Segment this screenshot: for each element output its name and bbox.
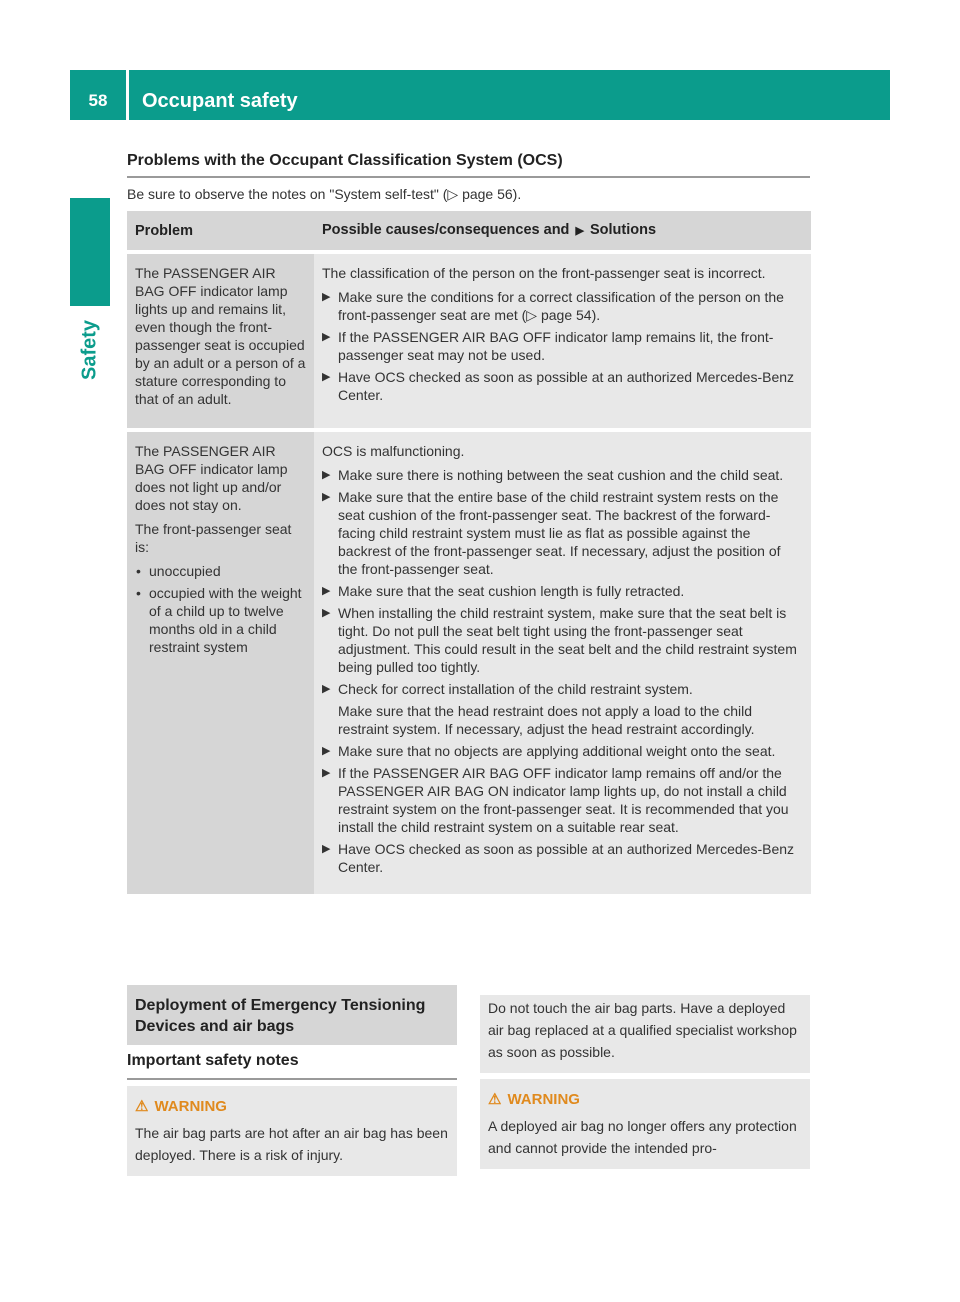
play-triangle-icon: ▶ — [322, 745, 331, 757]
solution-cell — [314, 254, 811, 428]
step-item — [322, 742, 803, 760]
play-triangle-icon: ▶ — [322, 585, 331, 597]
cause-text: OCS is malfunctioning. — [322, 443, 465, 459]
step-item — [322, 328, 803, 364]
step-item — [322, 466, 803, 484]
play-triangle-icon: ▶ — [322, 683, 331, 695]
warning-box — [127, 1086, 457, 1176]
play-triangle-icon: ▶ — [322, 767, 331, 779]
important-safety-notes-heading: Important safety notes — [127, 1052, 457, 1080]
warning-header — [488, 1089, 802, 1111]
warning-label: WARNING — [507, 1091, 580, 1108]
note-text: Do not touch the air bag parts. Have a deployed air bag replaced at a qualified specialist workshop as soon as possible. — [488, 1000, 797, 1060]
warning-box — [480, 1079, 810, 1169]
play-triangle-icon: ▶ — [322, 491, 331, 503]
table-row — [127, 254, 811, 428]
play-triangle-icon: ▶ — [322, 331, 331, 343]
play-triangle-icon: ▶ — [575, 225, 584, 237]
step-item — [322, 488, 803, 578]
step-list — [322, 288, 803, 404]
warning-text: A deployed air bag no longer offers any protection and cannot provide the intended pro- — [488, 1118, 797, 1156]
warning-triangle-icon: ⚠ — [135, 1098, 149, 1115]
step-text: If the PASSENGER AIR BAG OFF indicator lamp remains off and/or the PASSENGER AIR BAG ON indicator lamp lights up, do not install a child restraint system on the front-passenger seat. It is recommended that you install the child restraint system on a suitable rear seat. — [338, 765, 789, 835]
step-list — [322, 466, 803, 698]
step-text: Check for correct installation of the child restraint system. — [338, 681, 693, 697]
problem-cell — [127, 432, 314, 894]
ocs-intro: Be sure to observe the notes on "System self-test" (▷ page 56). — [127, 186, 522, 202]
bullet-text: occupied with the weight of a child up to twelve months old in a child restraint system — [149, 585, 302, 655]
play-triangle-icon: ▶ — [322, 371, 331, 383]
step-text: Make sure that no objects are applying additional weight onto the seat. — [338, 743, 776, 759]
step-item — [322, 288, 803, 324]
step-item — [322, 604, 803, 676]
step-text: Make sure that the seat cushion length is fully retracted. — [338, 583, 685, 599]
step-text: Make sure that the entire base of the child restraint system rests on the seat cushion of the front-passenger seat. The backrest of the forward-facing child restraint system must lie as flat as possible against the backrest of the front-passenger seat. If necessary, adjust the position of the front-passenger seat. — [338, 489, 781, 577]
step-text: Have OCS checked as soon as possible at an authorized Mercedes-Benz Center. — [338, 369, 795, 403]
problem-bullet-list — [135, 562, 306, 656]
section-title: Occupant safety — [142, 90, 298, 112]
page-number: 58 — [88, 91, 108, 110]
play-triangle-icon: ▶ — [322, 843, 331, 855]
step-item — [322, 840, 803, 876]
bullet-icon: • — [136, 585, 141, 601]
column-header-problem: Problem — [127, 211, 314, 250]
warning-header — [135, 1096, 449, 1118]
bullet-icon: • — [136, 563, 141, 579]
play-triangle-icon: ▶ — [322, 607, 331, 619]
table-row — [127, 432, 811, 894]
column-header-solutions-post: Solutions — [589, 222, 657, 238]
problem-cell — [127, 254, 314, 428]
bullet-text: unoccupied — [149, 563, 221, 579]
warning-triangle-icon: ⚠ — [488, 1091, 502, 1108]
step-item — [322, 680, 803, 698]
table-header-row — [127, 211, 811, 250]
cause-text: The classification of the person on the front-passenger seat is incorrect. — [322, 265, 766, 281]
step-item — [322, 764, 803, 836]
column-header-solutions-pre: Possible causes/consequences and — [322, 222, 570, 238]
step-item — [322, 368, 803, 404]
ocs-table — [127, 207, 811, 898]
step-text: Have OCS checked as soon as possible at an authorized Mercedes-Benz Center. — [338, 841, 795, 875]
ocs-heading: Problems with the Occupant Classification System (OCS) — [127, 152, 810, 178]
list-item — [135, 562, 306, 580]
problem-text: The PASSENGER AIR BAG OFF indicator lamp does not light up and/or does not stay on. — [135, 443, 288, 513]
play-triangle-icon: ▶ — [322, 469, 331, 481]
step-text: When installing the child restraint system, make sure that the seat belt is tight. Do not pull the seat belt tight using the front-passenger seat adjustment. This could result in the seat belt and the child restraint system being pulled too tightly. — [338, 605, 797, 675]
problem-extra: The front-passenger seat is: — [135, 521, 292, 555]
chapter-tab-marker — [70, 198, 110, 306]
column-header-solutions — [314, 211, 811, 250]
chapter-tab-label: Safety — [78, 319, 101, 381]
step-text: If the PASSENGER AIR BAG OFF indicator lamp remains lit, the front-passenger seat may not be used. — [338, 329, 774, 363]
warning-text: The air bag parts are hot after an air bag has been deployed. There is a risk of injury. — [135, 1125, 448, 1163]
warning-label: WARNING — [154, 1098, 227, 1115]
step-list-continued — [322, 742, 803, 876]
step-text: Make sure the conditions for a correct classification of the person on the front-passenger seat are met (▷ page 54). — [338, 289, 784, 323]
deployment-heading: Deployment of Emergency Tensioning Devices and air bags — [127, 985, 457, 1045]
problem-text: The PASSENGER AIR BAG OFF indicator lamp lights up and remains lit, even though the front-passenger seat is occupied by an adult or a person of a stature corresponding to that of an adult. — [135, 265, 306, 407]
step-note: Make sure that the head restraint does not apply a load to the child restraint system. If necessary, adjust the head restraint accordingly. — [338, 703, 755, 737]
solution-cell — [314, 432, 811, 894]
page-header — [70, 70, 890, 120]
header-divider — [126, 70, 129, 120]
step-item — [322, 582, 803, 600]
play-triangle-icon: ▶ — [322, 291, 331, 303]
note-box — [480, 995, 810, 1073]
chapter-tab — [70, 310, 110, 390]
step-text: Make sure there is nothing between the seat cushion and the child seat. — [338, 467, 784, 483]
list-item — [135, 584, 306, 656]
